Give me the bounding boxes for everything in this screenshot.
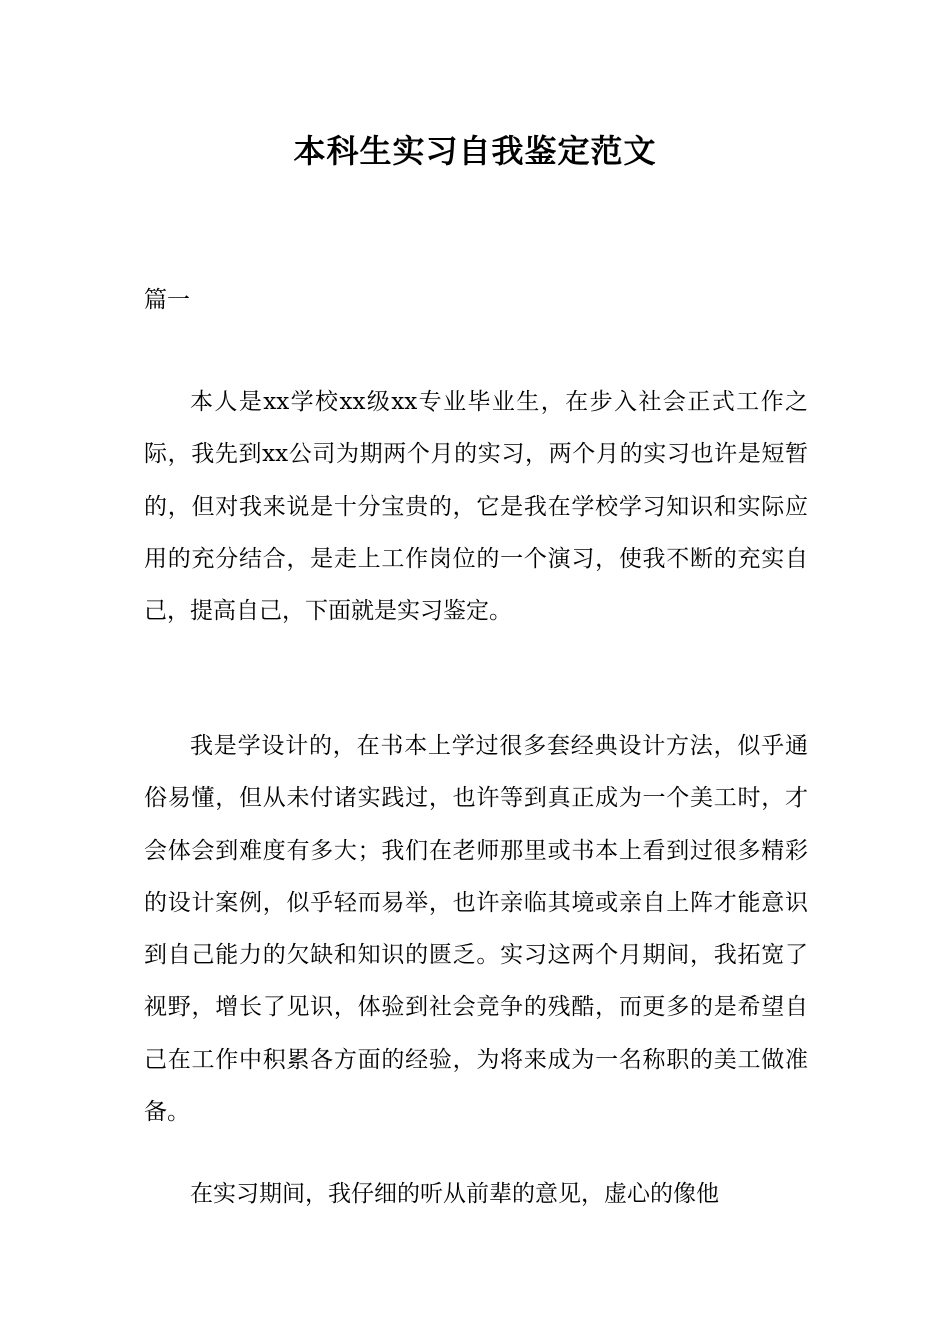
paragraph-3: 在实习期间，我仔细的听从前辈的意见，虚心的像他 [190, 1181, 719, 1207]
paragraph-1: 本人是xx学校xx级xx专业毕业生，在步入社会正式工作之际，我先到xx公司为期两个月的实习，两个月的实习也许是短暂的，但对我来说是十分宝贵的，它是我在学校学习知识和实际应用的充分结合，是走上工作岗位的一个演习，使我不断的充实自己，提高自己，下面就是实习鉴定。 [144, 389, 808, 625]
document-title: 本科生实习自我鉴定范文 [293, 132, 657, 170]
paragraph-2: 我是学设计的，在书本上学过很多套经典设计方法，似乎通俗易懂，但从未付诸实践过，也许等到真正成为一个美工时，才会体会到难度有多大；我们在老师那里或书本上看到过很多精彩的设计案例，似乎轻而易举，也许亲临其境或亲自上阵才能意识到自己能力的欠缺和知识的匮乏。实习这两个月期间，我拓宽了视野，增长了见识，体验到社会竞争的残酷，而更多的是希望自己在工作中积累各方面的经验，为将来成为一名称职的美工做准备。 [144, 733, 808, 1126]
section-label: 篇一 [144, 287, 190, 313]
